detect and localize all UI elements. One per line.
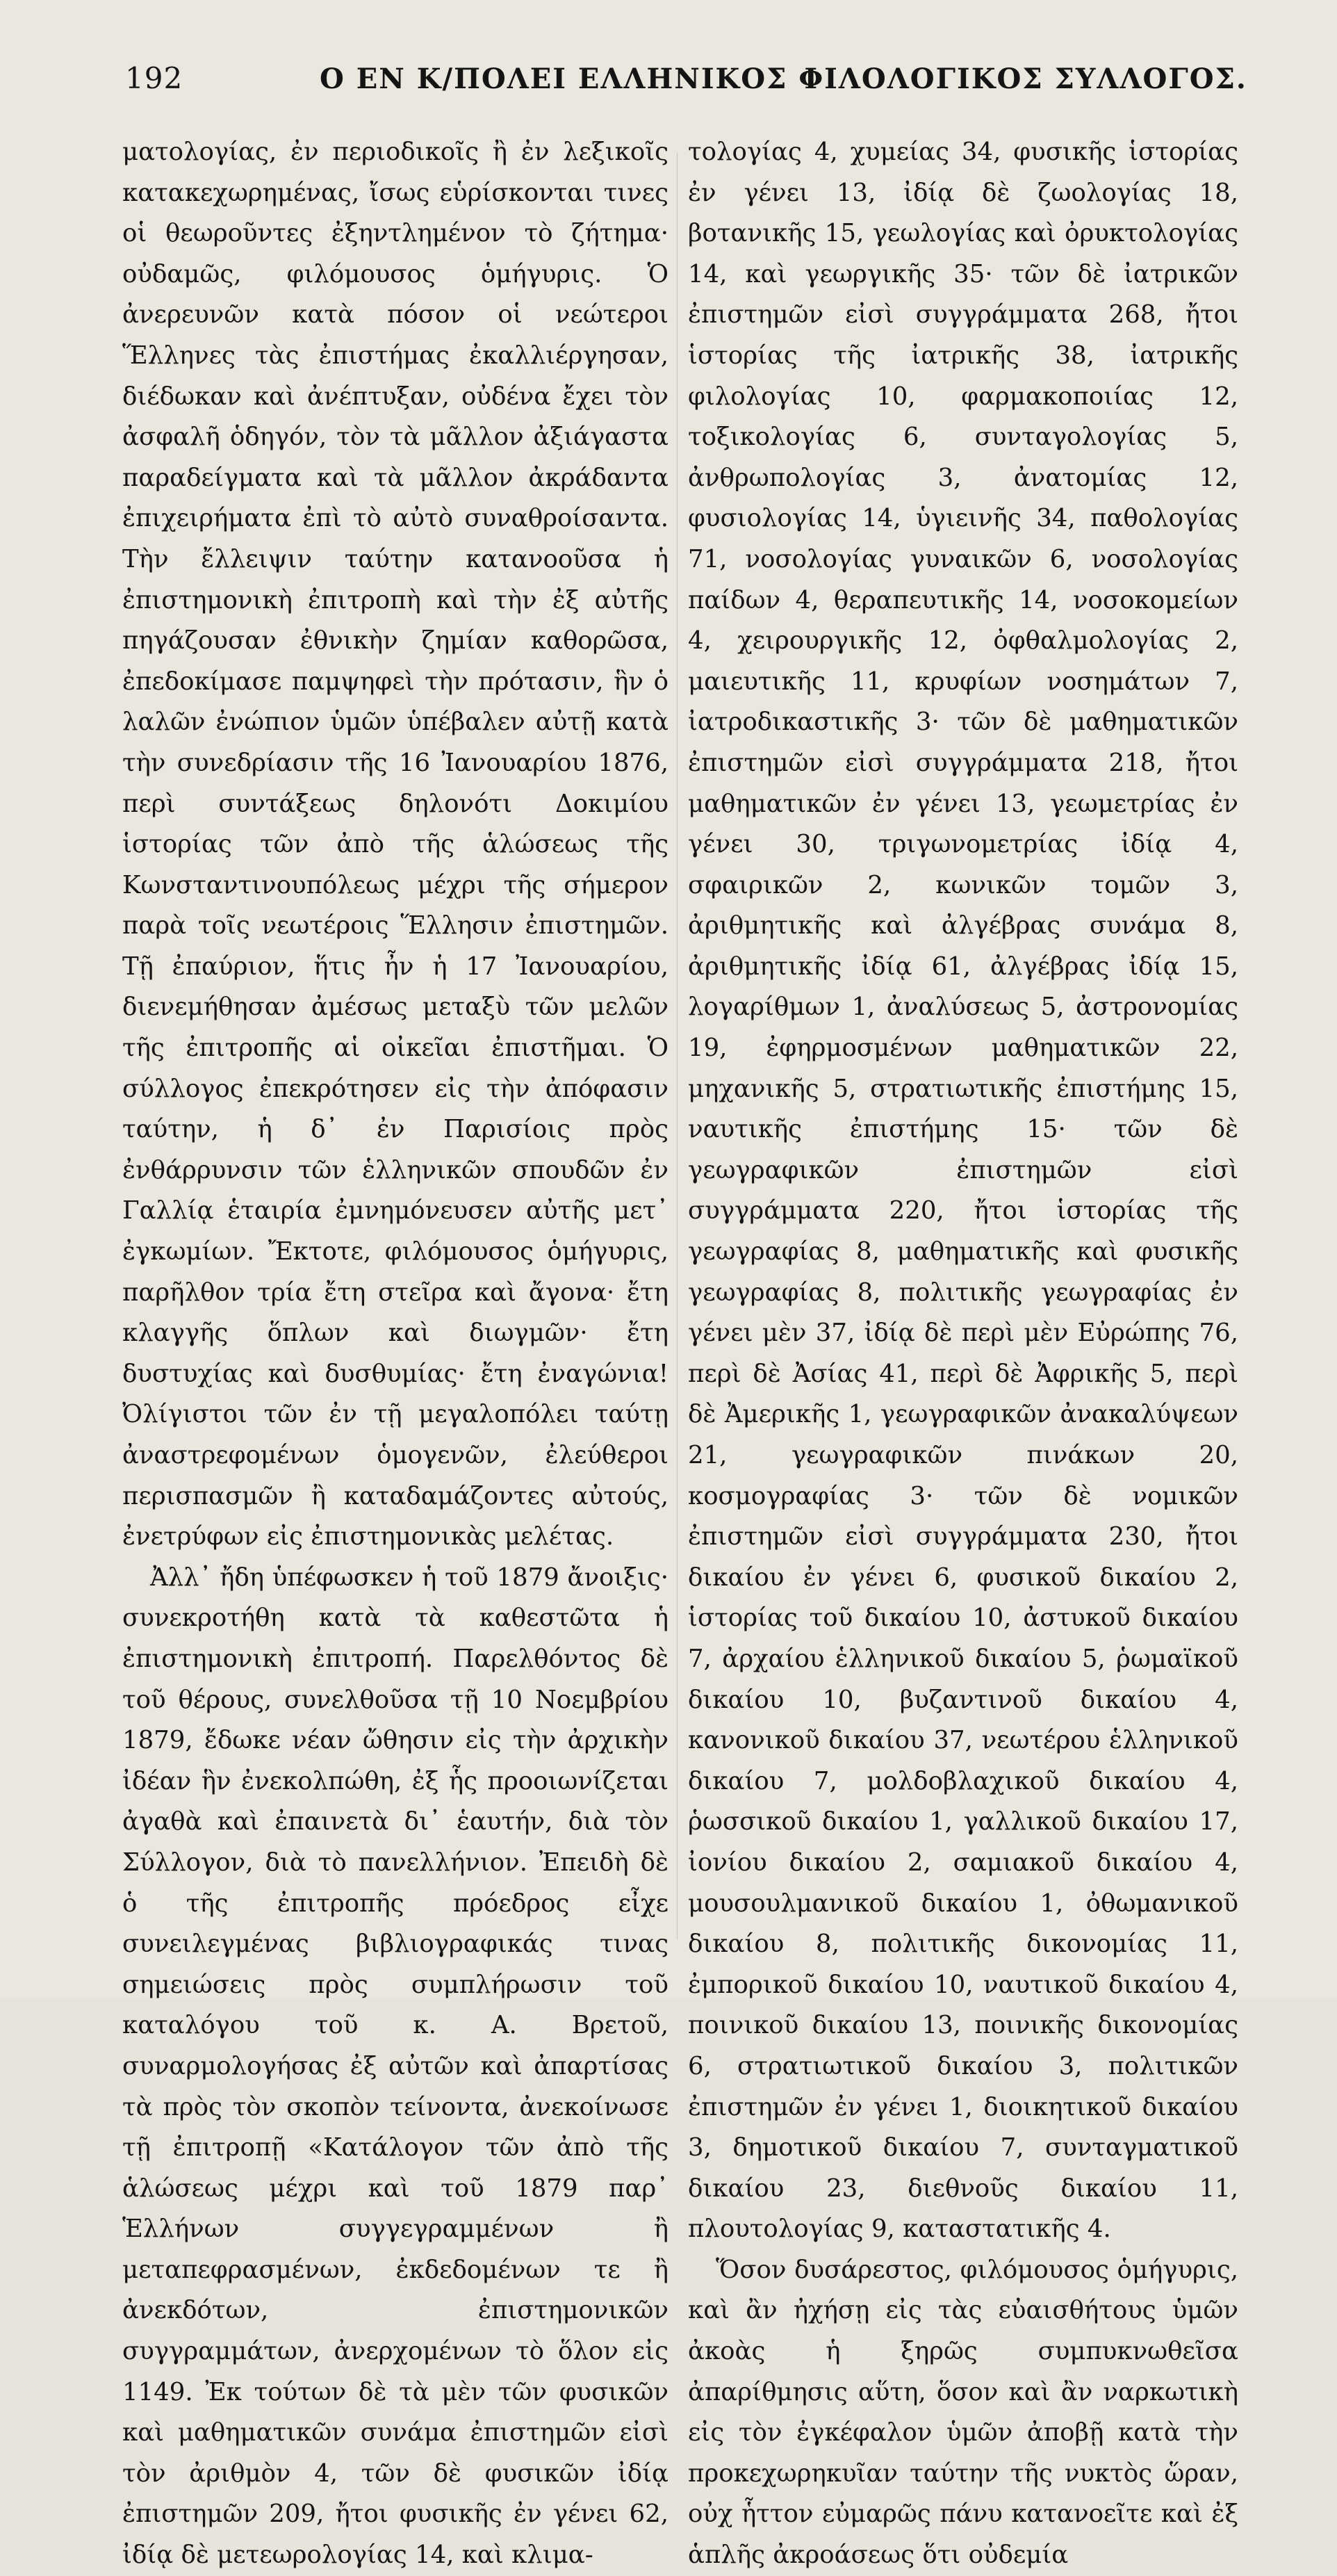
left-paragraph-2: Ἀλλ᾽ ἤδη ὑπέφωσκεν ἡ τοῦ 1879 ἄνοιξις· συνεκροτήθη κατὰ τὰ καθεστῶτα ἡ ἐπιστημονικὴ ἐπιτροπή. Παρελθόντος δὲ τοῦ θέρους, συνελθοῦσα τῇ 10 Νοεμβρίου 1879, ἔδωκε νέαν ὤθησιν εἰς τὴν ἀρχικὴν ἰδέαν ἣν ἐνεκολπώθη, ἐξ ἧς προοιωνίζεται ἀγαθὰ καὶ ἐπαινετὰ δι᾽ ἑαυτήν, διὰ τὸν Σύλλογον, διὰ τὸ πανελλήνιον. Ἐπειδὴ δὲ ὁ τῆς ἐπιτροπῆς πρόεδρος εἶχε συνειλεγμένας βιβλιογραφικάς τινας σημειώσεις πρὸς συμπλήρωσιν τοῦ καταλόγου τοῦ κ. Α. Βρετοῦ, συναρμολογήσας ἐξ αὐτῶν καὶ ἀπαρτίσας τὰ πρὸς τὸν σκοπὸν τείνοντα, ἀνεκοίνωσε τῇ ἐπιτροπῇ «Κατάλογον τῶν ἀπὸ τῆς ἁλώσεως μέχρι καὶ τοῦ 1879 παρ᾽ Ἑλλήνων συγγεγραμμένων ἢ μεταπεφρασμένων, ἐκδεδομένων τε ἢ ἀνεκδότων, ἐπιστημονικῶν συγγραμμάτων, ἀνερχομένων τὸ ὅλον εἰς 1149. Ἐκ τούτων δὲ τὰ μὲν τῶν φυσικῶν καὶ μαθηματικῶν συνάμα ἐπιστημῶν εἰσὶ τὸν ἀριθμὸν 4, τῶν δὲ φυσικῶν ἰδίᾳ ἐπιστημῶν 209, ἤτοι φυσικῆς ἐν γένει 62, ἰδίᾳ δὲ μετεωρολογίας 14, καὶ κλιμα- xyxy=(122,1563,668,2570)
left-column xyxy=(122,132,668,2576)
running-title: Ο ΕΝ Κ/ΠΟΛΕΙ ΕΛΛΗΝΙΚΟΣ ΦΙΛΟΛΟΓΙΚΟΣ ΣΥΛΛΟΓΟΣ. xyxy=(320,63,1247,95)
page-header xyxy=(125,61,1247,117)
page-number: 192 xyxy=(125,61,183,95)
right-paragraph-1: τολογίας 4, χυμείας 34, φυσικῆς ἱστορίας ἐν γένει 13, ἰδίᾳ δὲ ζωολογίας 18, βοτανικῆς 15, γεωλογίας καὶ ὀρυκτολογίας 14, καὶ γεωργικῆς 35· τῶν δὲ ἰατρικῶν ἐπιστημῶν εἰσὶ συγγράμματα 268, ἤτοι ἱστορίας τῆς ἰατρικῆς 38, ἰατρικῆς φιλολογίας 10, φαρμακοποιίας 12, τοξικολογίας 6, συνταγολογίας 5, ἀνθρωπολογίας 3, ἀνατομίας 12, φυσιολογίας 14, ὑγιεινῆς 34, παθολογίας 71, νοσολογίας γυναικῶν 6, νοσολογίας παίδων 4, θεραπευτικῆς 14, νοσοκομείων 4, χειρουργικῆς 12, ὀφθαλμολογίας 2, μαιευτικῆς 11, κρυφίων νοσημάτων 7, ἰατροδικαστικῆς 3· τῶν δὲ μαθηματικῶν ἐπιστημῶν εἰσὶ συγγράμματα 218, ἤτοι μαθηματικῶν ἐν γένει 13, γεωμετρίας ἐν γένει 30, τριγωνομετρίας ἰδίᾳ 4, σφαιρικῶν 2, κωνικῶν τομῶν 3, ἀριθμητικῆς καὶ ἀλγέβρας συνάμα 8, ἀριθμητικῆς ἰδίᾳ 61, ἀλγέβρας ἰδίᾳ 15, λογαρίθμων 1, ἀναλύσεως 5, ἀστρονομίας 19, ἐφηρμοσμένων μαθηματικῶν 22, μηχανικῆς 5, στρατιωτικῆς ἐπιστήμης 15, ναυτικῆς ἐπιστήμης 15· τῶν δὲ γεωγραφικῶν ἐπιστημῶν εἰσὶ συγγράμματα 220, ἤτοι ἱστορίας τῆς γεωγραφίας 8, μαθηματικῆς καὶ φυσικῆς γεωγραφίας 8, πολιτικῆς γεωγραφίας ἐν γένει μὲν 37, ἰδίᾳ δὲ περὶ μὲν Εὐρώπης 76, περὶ δὲ Ἀσίας 41, περὶ δὲ Ἀφρικῆς 5, περὶ δὲ Ἀμερικῆς 1, γεωγραφικῶν ἀνακαλύψεων 21, γεωγραφικῶν πινάκων 20, κοσμογραφίας 3· τῶν δὲ νομικῶν ἐπιστημῶν εἰσὶ συγγράμματα 230, ἤτοι δικαίου ἐν γένει 6, φυσικοῦ δικαίου 2, ἱστορίας τοῦ δικαίου 10, ἀστυκοῦ δικαίου 7, ἀρχαίου ἑλληνικοῦ δικαίου 5, ῥωμαϊκοῦ δικαίου 10, βυζαντινοῦ δικαίου 4, κανονικοῦ δικαίου 37, νεωτέρου ἑλληνικοῦ δικαίου 7, μολδοβλαχικοῦ δικαίου 4, ῥωσσικοῦ δικαίου 1, γαλλικοῦ δικαίου 17, ἰονίου δικαίου 2, σαμιακοῦ δικαίου 4, μουσουλμανικοῦ δικαίου 1, ὀθωμανικοῦ δικαίου 8, πολιτικῆς δικονομίας 11, ἐμπορικοῦ δικαίου 10, ναυτικοῦ δικαίου 4, ποινικοῦ δικαίου 13, ποινικῆς δικονομίας 6, στρατιωτικοῦ δικαίου 3, πολιτικῶν ἐπιστημῶν ἐν γένει 1, διοικητικοῦ δικαίου 3, δημοτικοῦ δικαίου 7, συνταγματικοῦ δικαίου 23, διεθνοῦς δικαίου 11, πλουτολογίας 9, καταστατικῆς 4. xyxy=(688,138,1238,2244)
right-column xyxy=(688,132,1238,2576)
column-divider xyxy=(677,153,678,1939)
left-paragraph-1: ματολογίας, ἐν περιοδικοῖς ἢ ἐν λεξικοῖς κατακεχωρημένας, ἴσως εὑρίσκονται τινες οἱ θεωροῦντες ἐξηντλημένον τὸ ζήτημα· οὐδαμῶς, φιλόμουσος ὁμήγυρις. Ὁ ἀνερευνῶν κατὰ πόσον οἱ νεώτεροι Ἕλληνες τὰς ἐπιστήμας ἐκαλλιέργησαν, διέδωκαν καὶ ἀνέπτυξαν, οὐδένα ἔχει τὸν ἀσφαλῆ ὁδηγόν, τὸν τὰ μᾶλλον ἀξιάγαστα παραδείγματα καὶ τὰ μᾶλλον ἀκράδαντα ἐπιχειρήματα ἐπὶ τὸ αὐτὸ συναθροίσαντα. Τὴν ἔλλειψιν ταύτην κατανοοῦσα ἡ ἐπιστημονικὴ ἐπιτροπὴ καὶ τὴν ἐξ αὐτῆς πηγάζουσαν ἐθνικὴν ζημίαν καθορῶσα, ἐπεδοκίμασε παμψηφεὶ τὴν πρότασιν, ἣν ὁ λαλῶν ἐνώπιον ὑμῶν ὑπέβαλεν αὐτῇ κατὰ τὴν συνεδρίασιν τῆς 16 Ἰανουαρίου 1876, περὶ συντάξεως δηλονότι Δοκιμίου ἱστορίας τῶν ἀπὸ τῆς ἁλώσεως τῆς Κωνσταντινουπόλεως μέχρι τῆς σήμερον παρὰ τοῖς νεωτέροις Ἕλλησιν ἐπιστημῶν. Τῇ ἐπαύριον, ἥτις ἦν ἡ 17 Ἰανουαρίου, διενεμήθησαν ἀμέσως μεταξὺ τῶν μελῶν τῆς ἐπιτροπῆς αἱ οἰκεῖαι ἐπιστῆμαι. Ὁ σύλλογος ἐπεκρότησεν εἰς τὴν ἀπόφασιν ταύτην, ἡ δ᾽ ἐν Παρισίοις πρὸς ἐνθάρρυνσιν τῶν ἑλληνικῶν σπουδῶν ἐν Γαλλίᾳ ἑταιρία ἐμνημόνευσεν αὐτῆς μετ᾽ ἐγκωμίων. Ἔκτοτε, φιλόμουσος ὁμήγυρις, παρῆλθον τρία ἔτη στεῖρα καὶ ἄγονα· ἔτη κλαγγῆς ὅπλων καὶ διωγμῶν· ἔτη δυστυχίας καὶ δυσθυμίας· ἔτη ἐναγώνια! Ὀλίγιστοι τῶν ἐν τῇ μεγαλοπόλει ταύτῃ ἀναστρεφομένων ὁμογενῶν, ἐλεύθεροι περισπασμῶν ἢ καταδαμάζοντες αὐτούς, ἐνετρύφων εἰς ἐπιστημονικὰς μελέτας. xyxy=(122,138,668,1551)
right-paragraph-2: Ὅσον δυσάρεστος, φιλόμουσος ὁμήγυρις, καὶ ἂν ἠχήσῃ εἰς τὰς εὐαισθήτους ὑμῶν ἀκοὰς ἡ ξηρῶς συμπυκνωθεῖσα ἀπαρίθμησις αὕτη, ὅσον καὶ ἂν ναρκωτικὴ εἰς τὸν ἐγκέφαλον ὑμῶν ἀποβῇ κατὰ τὴν προκεχωρηκυῖαν ταύτην τῆς νυκτὸς ὥραν, οὐχ ἧττον εὐμαρῶς πάνυ κατανοεῖτε καὶ ἐξ ἁπλῆς ἀκροάσεως ὅτι οὐδεμία xyxy=(688,2255,1238,2570)
